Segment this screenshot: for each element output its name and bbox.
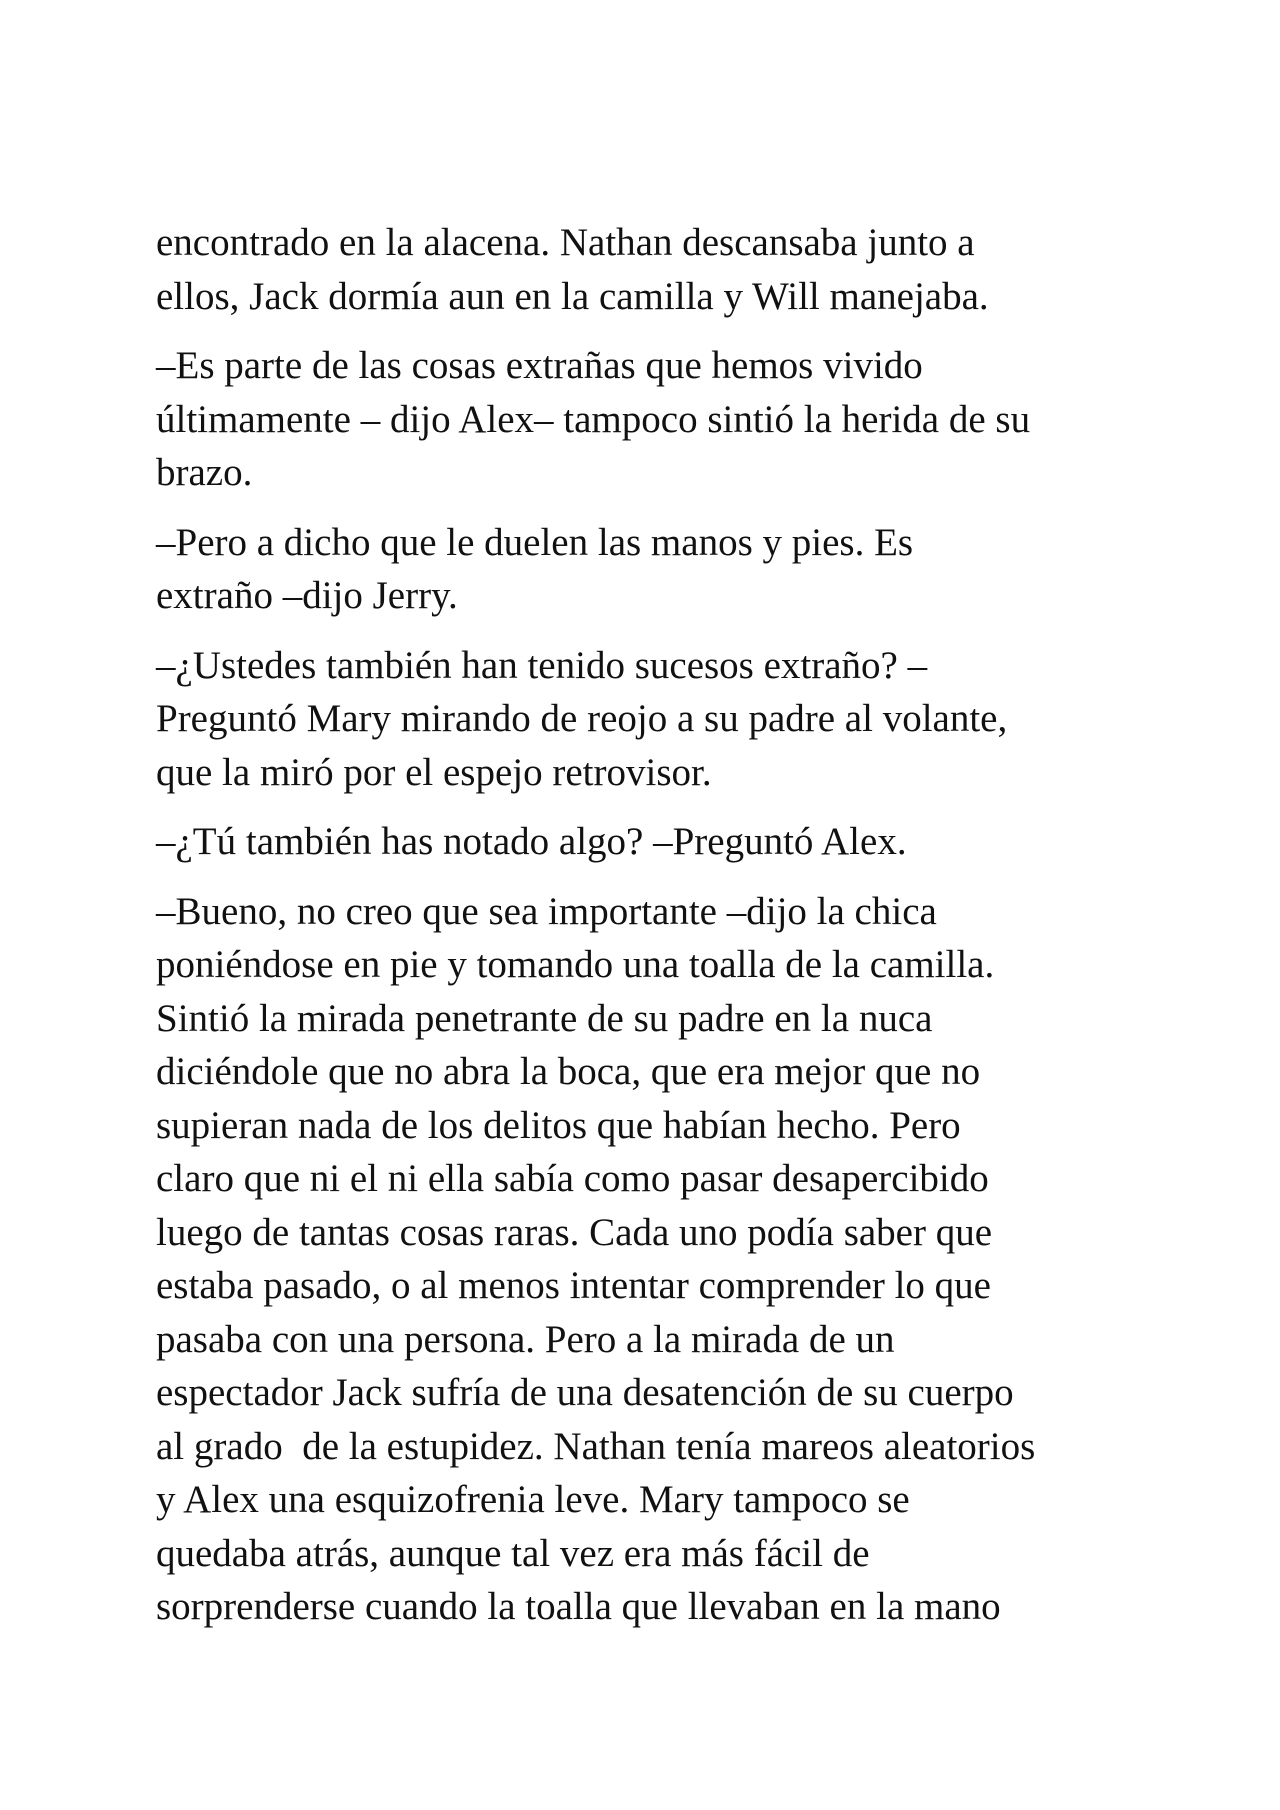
text-line: extraño –dijo Jerry. (156, 574, 458, 617)
text-line: –Es parte de las cosas extrañas que hemos vivido (156, 344, 923, 387)
text-line: –Pero a dicho que le duelen las manos y pies. Es (156, 520, 914, 564)
text-line: –¿Tú también has notado algo? –Preguntó Alex. (156, 820, 907, 863)
paragraph-6 (156, 885, 1156, 1634)
text-line: Preguntó Mary mirando de reojo a su padre al volante, (156, 697, 1008, 740)
text-line: sorprenderse cuando la toalla que llevaban en la mano (156, 1585, 1001, 1628)
text-line: encontrado en la alacena. Nathan descansaba junto a (156, 221, 975, 264)
paragraph-2 (156, 339, 1156, 500)
paragraph-5 (156, 815, 1156, 869)
text-line: –¿Ustedes también han tenido sucesos extraño? – (156, 643, 928, 687)
text-line: pasaba con una persona. Pero a la mirada de un (156, 1317, 895, 1361)
text-line: últimamente – dijo Alex– tampoco sintió la herida de su (156, 397, 1031, 441)
paragraph-3 (156, 516, 1156, 623)
text-line: al grado de la estupidez. Nathan tenía mareos aleatorios (156, 1424, 1036, 1468)
text-line: y Alex una esquizofrenia leve. Mary tampoco se (156, 1478, 910, 1521)
text-line: que la miró por el espejo retrovisor. (156, 750, 712, 794)
paragraph-4 (156, 639, 1156, 800)
text-line: estaba pasado, o al menos intentar comprender lo que (156, 1264, 991, 1307)
text-line: poniéndose en pie y tomando una toalla de la camilla. (156, 943, 995, 986)
text-line: –Bueno, no creo que sea importante –dijo la chica (156, 889, 937, 933)
body-text (156, 216, 1156, 1650)
text-line: ellos, Jack dormía aun en la camilla y Will manejaba. (156, 274, 989, 318)
paragraph-1 (156, 216, 1156, 323)
text-line: supieran nada de los delitos que habían hecho. Pero (156, 1103, 961, 1147)
text-line: quedaba atrás, aunque tal vez era más fácil de (156, 1531, 870, 1575)
text-line: brazo. (156, 451, 253, 494)
text-line: luego de tantas cosas raras. Cada uno podía saber que (156, 1210, 993, 1254)
text-line: Sintió la mirada penetrante de su padre en la nuca (156, 996, 933, 1040)
text-line: diciéndole que no abra la boca, que era mejor que no (156, 1050, 981, 1093)
text-line: claro que ni el ni ella sabía como pasar desapercibido (156, 1157, 989, 1200)
text-line: espectador Jack sufría de una desatención de su cuerpo (156, 1371, 1014, 1414)
